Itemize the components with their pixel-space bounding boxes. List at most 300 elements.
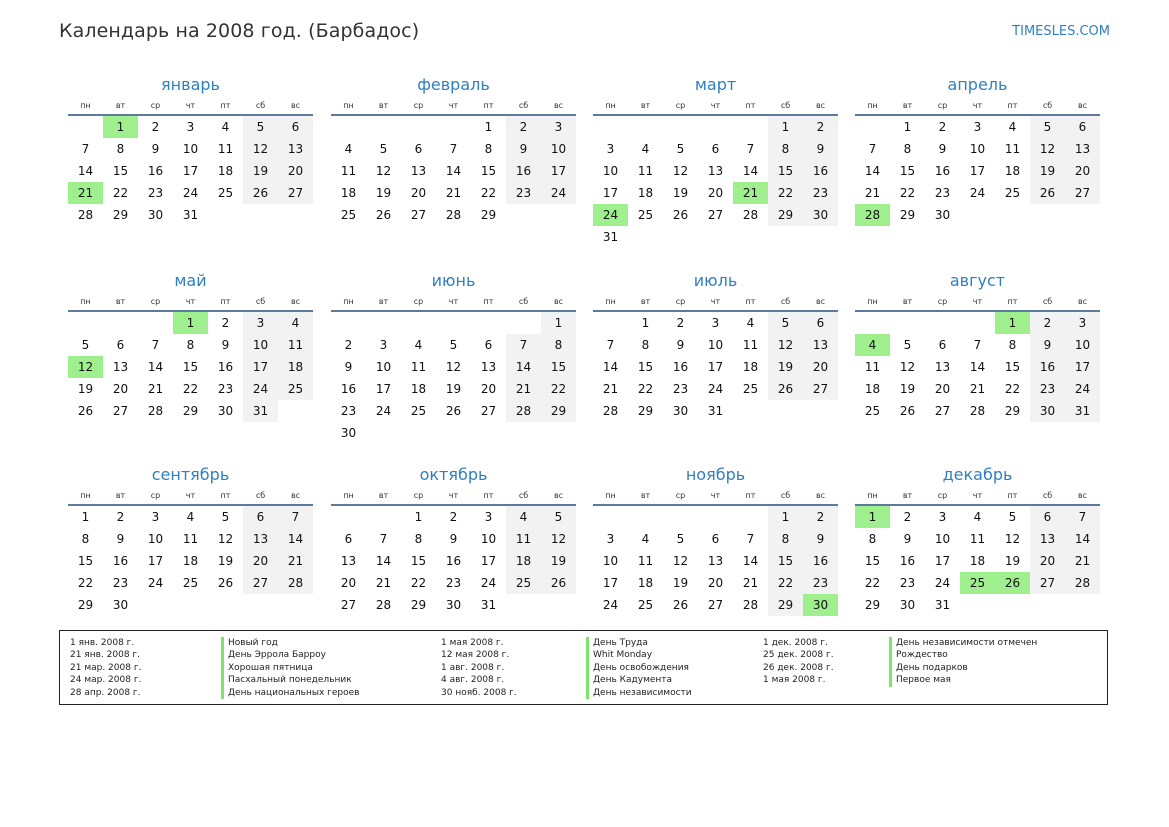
day-cell: 3	[379, 338, 388, 352]
weekday-label: сб	[255, 491, 266, 500]
week-row	[593, 378, 838, 400]
day-cell: 24	[602, 598, 619, 612]
day-cell: 19	[1030, 160, 1065, 182]
day-cell: 28	[1065, 572, 1100, 594]
day-cell: 8	[414, 532, 423, 546]
day-cell: 5	[903, 338, 912, 352]
day-cell: 26	[672, 598, 689, 612]
weekday-label: ср	[413, 297, 424, 306]
week-row	[855, 138, 1100, 160]
day-cell: 11	[506, 528, 541, 550]
day-cell: 2	[938, 120, 947, 134]
day-cell: 28	[375, 598, 392, 612]
day-cell: 25	[182, 576, 199, 590]
day-cell: 7	[379, 532, 388, 546]
weekday-label: вт	[378, 297, 389, 306]
day-cell: 17	[243, 356, 278, 378]
day-cell: 10	[1065, 334, 1100, 356]
empty-day-cell	[506, 204, 541, 226]
holiday-day-cell: 25	[960, 572, 995, 594]
day-cell: 3	[711, 316, 720, 330]
day-cell: 13	[278, 138, 313, 160]
holiday-list	[59, 630, 1108, 705]
day-cell: 16	[147, 164, 164, 178]
holiday-name: День национальных героев	[221, 687, 359, 699]
day-cell: 12	[1030, 138, 1065, 160]
week-row	[855, 400, 1100, 422]
weekday-label: пт	[745, 297, 756, 306]
week-row	[68, 138, 313, 160]
day-cell: 15	[480, 164, 497, 178]
day-cell: 4	[221, 120, 230, 134]
day-cell: 10	[147, 532, 164, 546]
empty-day-cell	[331, 312, 366, 334]
day-cell: 29	[112, 208, 129, 222]
holiday-name: День Кадумента	[586, 674, 692, 686]
day-cell: 11	[637, 554, 654, 568]
day-cell: 20	[1065, 160, 1100, 182]
day-cell: 23	[340, 404, 357, 418]
day-cell: 1	[768, 116, 803, 138]
day-cell: 31	[243, 400, 278, 422]
weekday-label: вс	[1077, 491, 1088, 500]
day-cell: 9	[803, 138, 838, 160]
weekday-label: вт	[115, 101, 126, 110]
month-calendar	[68, 271, 313, 422]
day-cell: 20	[112, 382, 129, 396]
day-cell: 21	[602, 382, 619, 396]
weekday-label: вс	[815, 491, 826, 500]
site-link[interactable]: TIMESLES.COM	[1012, 24, 1110, 39]
day-cell: 2	[1030, 312, 1065, 334]
week-row	[593, 594, 838, 616]
day-cell: 20	[707, 186, 724, 200]
day-cell: 12	[375, 164, 392, 178]
day-cell: 7	[506, 334, 541, 356]
month-calendar	[855, 271, 1100, 422]
day-cell: 11	[278, 334, 313, 356]
week-row	[593, 506, 838, 528]
day-cell: 28	[445, 208, 462, 222]
week-row	[68, 528, 313, 550]
empty-day-cell	[278, 400, 313, 422]
weekday-label: ср	[675, 101, 686, 110]
day-cell: 3	[541, 116, 576, 138]
day-cell: 22	[112, 186, 129, 200]
day-cell: 20	[803, 356, 838, 378]
day-cell: 2	[903, 510, 912, 524]
day-cell: 25	[637, 208, 654, 222]
empty-day-cell	[366, 312, 401, 334]
week-row	[331, 334, 576, 356]
holiday-name-column	[221, 637, 359, 699]
empty-day-cell	[855, 116, 890, 138]
weekday-label: пн	[867, 101, 878, 110]
day-cell: 13	[707, 164, 724, 178]
weekday-label: вт	[902, 297, 913, 306]
empty-day-cell	[698, 506, 733, 528]
week-row	[855, 312, 1100, 334]
weekday-header	[331, 488, 576, 506]
weekday-header	[68, 98, 313, 116]
week-row	[68, 550, 313, 572]
day-cell: 14	[77, 164, 94, 178]
day-cell: 14	[147, 360, 164, 374]
day-cell: 29	[864, 598, 881, 612]
day-cell: 30	[340, 426, 357, 440]
day-cell: 9	[151, 142, 160, 156]
day-cell: 6	[116, 338, 125, 352]
day-cell: 21	[1065, 550, 1100, 572]
day-cell: 25	[217, 186, 234, 200]
day-cell: 23	[934, 186, 951, 200]
holiday-date: 21 мар. 2008 г.	[70, 662, 142, 673]
day-cell: 3	[243, 312, 278, 334]
weekday-label: сб	[1042, 491, 1053, 500]
week-row	[68, 378, 313, 400]
day-cell: 6	[803, 312, 838, 334]
day-cell: 22	[182, 382, 199, 396]
day-cell: 27	[243, 572, 278, 594]
weekday-label: ср	[150, 491, 161, 500]
day-cell: 27	[707, 208, 724, 222]
day-cell: 7	[868, 142, 877, 156]
weekday-label: пн	[80, 297, 91, 306]
weekday-label: ср	[150, 101, 161, 110]
day-cell: 16	[1030, 356, 1065, 378]
day-cell: 14	[864, 164, 881, 178]
day-cell: 5	[1030, 116, 1065, 138]
month-title: декабрь	[942, 465, 1013, 484]
day-cell: 9	[344, 360, 353, 374]
empty-day-cell	[995, 594, 1030, 616]
day-cell: 30	[217, 404, 234, 418]
day-cell: 9	[938, 142, 947, 156]
weekday-label: сб	[780, 491, 791, 500]
empty-day-cell	[401, 116, 436, 138]
week-row	[593, 204, 838, 226]
day-cell: 29	[182, 404, 199, 418]
day-cell: 13	[480, 360, 497, 374]
day-cell: 13	[934, 360, 951, 374]
day-cell: 11	[1004, 142, 1021, 156]
holiday-date: 4 авг. 2008 г.	[441, 675, 505, 686]
day-cell: 3	[186, 120, 195, 134]
day-cell: 3	[973, 120, 982, 134]
holiday-name: Новый год	[221, 637, 359, 649]
empty-day-cell	[663, 506, 698, 528]
empty-day-cell	[960, 594, 995, 616]
empty-day-cell	[138, 594, 173, 616]
day-cell: 23	[112, 576, 129, 590]
day-cell: 9	[803, 528, 838, 550]
day-cell: 12	[672, 554, 689, 568]
empty-day-cell	[541, 594, 576, 616]
week-row	[68, 116, 313, 138]
day-cell: 24	[969, 186, 986, 200]
empty-day-cell	[436, 116, 471, 138]
week-row	[855, 116, 1100, 138]
day-cell: 18	[410, 382, 427, 396]
holiday-day-cell: 26	[995, 572, 1030, 594]
month-calendar	[331, 271, 576, 444]
day-cell: 17	[707, 360, 724, 374]
day-cell: 4	[344, 142, 353, 156]
holiday-date-column	[441, 637, 517, 699]
empty-day-cell	[733, 506, 768, 528]
day-cell: 22	[480, 186, 497, 200]
day-cell: 27	[1065, 182, 1100, 204]
day-cell: 7	[1065, 506, 1100, 528]
holiday-name: Пасхальный понедельник	[221, 674, 359, 686]
holiday-name: День Труда	[586, 637, 692, 649]
weekday-label: пт	[1007, 491, 1018, 500]
weekday-label: чт	[972, 491, 983, 500]
day-cell: 15	[1004, 360, 1021, 374]
week-row	[331, 138, 576, 160]
holiday-name: День подарков	[889, 662, 1037, 674]
day-cell: 2	[803, 506, 838, 528]
day-cell: 12	[243, 138, 278, 160]
day-cell: 20	[410, 186, 427, 200]
day-cell: 22	[1004, 382, 1021, 396]
month-calendar	[855, 75, 1100, 226]
day-cell: 21	[506, 378, 541, 400]
weekday-label: сб	[780, 101, 791, 110]
empty-day-cell	[733, 226, 768, 248]
month-calendar	[331, 75, 576, 226]
day-cell: 9	[221, 338, 230, 352]
day-cell: 26	[1030, 182, 1065, 204]
day-cell: 28	[77, 208, 94, 222]
day-cell: 3	[484, 510, 493, 524]
empty-day-cell	[331, 116, 366, 138]
day-cell: 16	[803, 160, 838, 182]
day-cell: 30	[147, 208, 164, 222]
month-calendar	[593, 465, 838, 616]
day-cell: 30	[803, 204, 838, 226]
weekday-label: вт	[902, 101, 913, 110]
week-row	[855, 572, 1100, 594]
day-cell: 29	[1004, 404, 1021, 418]
day-cell: 18	[278, 356, 313, 378]
day-cell: 12	[1004, 532, 1021, 546]
day-cell: 22	[864, 576, 881, 590]
weekday-label: ср	[413, 101, 424, 110]
month-calendar	[855, 465, 1100, 616]
week-row	[331, 312, 576, 334]
day-cell: 7	[278, 506, 313, 528]
day-cell: 14	[969, 360, 986, 374]
day-cell: 25	[864, 404, 881, 418]
day-cell: 25	[340, 208, 357, 222]
day-cell: 6	[711, 532, 720, 546]
day-cell: 14	[742, 164, 759, 178]
holiday-date: 24 мар. 2008 г.	[70, 675, 142, 686]
holiday-date: 1 дек. 2008 г.	[763, 638, 828, 648]
empty-day-cell	[436, 312, 471, 334]
day-cell: 11	[182, 532, 199, 546]
day-cell: 13	[410, 164, 427, 178]
day-cell: 24	[1065, 378, 1100, 400]
month-title: ноябрь	[685, 465, 746, 484]
day-cell: 24	[707, 382, 724, 396]
day-cell: 10	[602, 554, 619, 568]
day-cell: 28	[506, 400, 541, 422]
day-cell: 25	[637, 598, 654, 612]
empty-day-cell	[471, 312, 506, 334]
empty-day-cell	[698, 226, 733, 248]
day-cell: 26	[672, 208, 689, 222]
day-cell: 8	[768, 138, 803, 160]
weekday-label: пт	[745, 491, 756, 500]
day-cell: 24	[541, 182, 576, 204]
day-cell: 27	[278, 182, 313, 204]
empty-day-cell	[733, 116, 768, 138]
day-cell: 14	[445, 164, 462, 178]
day-cell: 30	[112, 598, 129, 612]
holiday-day-cell: 28	[855, 204, 890, 226]
day-cell: 30	[445, 598, 462, 612]
weekday-label: пн	[605, 297, 616, 306]
holiday-date: 1 мая 2008 г.	[763, 675, 826, 686]
holiday-name: День независимости	[586, 687, 692, 699]
day-cell: 9	[449, 532, 458, 546]
day-cell: 19	[672, 576, 689, 590]
empty-day-cell	[733, 400, 768, 422]
week-row	[855, 182, 1100, 204]
day-cell: 20	[340, 576, 357, 590]
week-row	[68, 594, 313, 616]
day-cell: 20	[278, 160, 313, 182]
empty-day-cell	[768, 226, 803, 248]
day-cell: 15	[77, 554, 94, 568]
day-cell: 15	[112, 164, 129, 178]
weekday-label: чт	[448, 101, 459, 110]
month-calendar	[68, 465, 313, 616]
day-cell: 5	[768, 312, 803, 334]
week-row	[68, 400, 313, 422]
day-cell: 27	[112, 404, 129, 418]
day-cell: 6	[711, 142, 720, 156]
empty-day-cell	[208, 204, 243, 226]
weekday-label: ср	[937, 297, 948, 306]
weekday-label: вс	[290, 101, 301, 110]
weekday-header	[855, 294, 1100, 312]
empty-day-cell	[173, 594, 208, 616]
day-cell: 9	[676, 338, 685, 352]
empty-day-cell	[1030, 204, 1065, 226]
day-cell: 13	[1030, 528, 1065, 550]
weekday-label: пт	[483, 491, 494, 500]
day-cell: 4	[414, 338, 423, 352]
day-cell: 6	[243, 506, 278, 528]
holiday-day-cell: 24	[593, 204, 628, 226]
day-cell: 29	[410, 598, 427, 612]
empty-day-cell	[960, 312, 995, 334]
week-row	[593, 182, 838, 204]
day-cell: 19	[672, 186, 689, 200]
weekday-label: пн	[80, 491, 91, 500]
empty-day-cell	[366, 422, 401, 444]
day-cell: 5	[449, 338, 458, 352]
weekday-label: сб	[518, 297, 529, 306]
day-cell: 8	[768, 528, 803, 550]
day-cell: 30	[899, 598, 916, 612]
week-row	[331, 594, 576, 616]
day-cell: 20	[934, 382, 951, 396]
day-cell: 23	[217, 382, 234, 396]
weekday-label: чт	[710, 491, 721, 500]
day-cell: 18	[969, 554, 986, 568]
weekday-label: сб	[255, 297, 266, 306]
day-cell: 25	[742, 382, 759, 396]
day-cell: 14	[506, 356, 541, 378]
holiday-date: 25 дек. 2008 г.	[763, 650, 834, 661]
day-cell: 31	[934, 598, 951, 612]
day-cell: 10	[602, 164, 619, 178]
week-row	[68, 312, 313, 334]
weekday-label: чт	[185, 297, 196, 306]
empty-day-cell	[471, 422, 506, 444]
week-row	[68, 334, 313, 356]
empty-day-cell	[506, 594, 541, 616]
day-cell: 21	[278, 550, 313, 572]
holiday-date: 1 авг. 2008 г.	[441, 662, 505, 673]
day-cell: 29	[541, 400, 576, 422]
holiday-date: 28 апр. 2008 г.	[70, 687, 141, 698]
holiday-date: 1 янв. 2008 г.	[70, 638, 135, 648]
empty-day-cell	[1065, 594, 1100, 616]
weekday-header	[593, 294, 838, 312]
weekday-header	[68, 294, 313, 312]
day-cell: 15	[182, 360, 199, 374]
holiday-day-cell: 21	[68, 182, 103, 204]
day-cell: 9	[903, 532, 912, 546]
weekday-label: ср	[675, 491, 686, 500]
week-row	[593, 356, 838, 378]
day-cell: 22	[77, 576, 94, 590]
day-cell: 12	[445, 360, 462, 374]
day-cell: 28	[602, 404, 619, 418]
day-cell: 10	[182, 142, 199, 156]
empty-day-cell	[925, 312, 960, 334]
day-cell: 18	[217, 164, 234, 178]
day-cell: 8	[903, 142, 912, 156]
week-row	[855, 204, 1100, 226]
week-row	[331, 182, 576, 204]
month-title: октябрь	[419, 465, 488, 484]
day-cell: 29	[637, 404, 654, 418]
day-cell: 13	[112, 360, 129, 374]
empty-day-cell	[1030, 594, 1065, 616]
weekday-label: чт	[972, 297, 983, 306]
day-cell: 15	[637, 360, 654, 374]
holiday-name: День независимости отмечен	[889, 637, 1037, 649]
week-row	[593, 116, 838, 138]
weekday-label: чт	[448, 297, 459, 306]
day-cell: 19	[445, 382, 462, 396]
day-cell: 21	[969, 382, 986, 396]
day-cell: 23	[445, 576, 462, 590]
day-cell: 30	[1030, 400, 1065, 422]
weekday-label: ср	[413, 491, 424, 500]
week-row	[68, 204, 313, 226]
day-cell: 26	[445, 404, 462, 418]
day-cell: 27	[480, 404, 497, 418]
day-cell: 5	[221, 510, 230, 524]
day-cell: 18	[742, 360, 759, 374]
